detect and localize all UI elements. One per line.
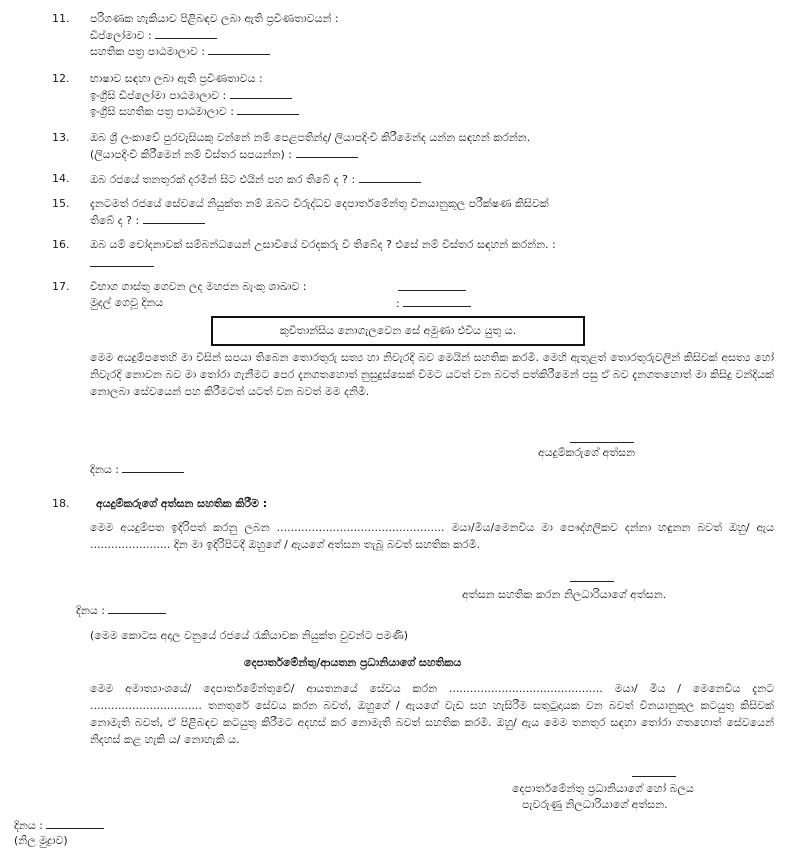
q17-branch-field[interactable] [398,280,466,295]
attesting-officer-signature-label: අත්සන සහතික කරන නිලධාරියාගේ අත්සන. [462,588,667,601]
q14-text: ඔබ රජයේ තනතුරක් දරමින් සිට එයින් පහ කර තිබේ ද ? : [90,173,356,186]
head-certificate-heading: දෙපාර්තමේන්තු/ආයතන ප්‍රධානියාගේ සහතිකය [244,656,462,669]
q18-title: අයදුම්කරුගේ අත්සන සහතික කිරීම : [96,497,268,510]
q15-text: දැනටමත් රජයේ සේවයේ නියුක්ත නම් ඔබට විරුද්ධව දෙපාර්තමේන්තු විනයානුකූල පරීක්ෂණ කිසිවක් [90,197,549,210]
q13-number: 13. [52,131,70,144]
head-signature-label-1: දෙපාර්තමේන්තු ප්‍රධානියාගේ හෝ බලය [512,782,694,795]
q11-diploma-label: ඩිප්ලෝමාව : [90,29,152,42]
official-seal-label: (නිල මුද්‍රාව) [14,834,68,847]
q16-text: ඔබ යම් චෝදනාවක් සම්බන්ධයෙන් උසාවියේ වරදකරු වී තිබේද ? එසේ නම් විස්තර සඳහන් කරන්න. : [90,238,556,251]
q11-certificate-field[interactable] [90,44,270,59]
q14-number: 14. [52,172,70,185]
declaration-date-label: දිනය : [90,463,119,476]
head-certificate-paragraph: මෙම අමාත්‍යාංශයේ/ දෙපාර්තමේන්තුවේ/ ආයතනයේ සේවය කරන ............................................ මයා/ මිය / මෙනෙවිය දැනට ................................ තනතුරේ සේවය කරන බවත්, ඔහුගේ / ඇයගේ වැඩ සහ හැසිරීම සතුටුදායක වන බවත් විනයානුකූල කටයුතු කිසිවක් නොමැති බවත්, ඒ පිළිබඳව කටයුතු කිරීමට අදහස් කර නොමැති බවත් සහතික කරමි. ඔහු/ ඇය මෙම තනතුර සඳහා තෝරා ගතහොත් සේවයෙන් නිදහස් කළ හැකි ය/ නොහැකි ය. [90,682,774,746]
head-signature-line[interactable] [632,766,676,781]
q15-number: 15. [52,197,70,210]
q17-number: 17. [52,280,70,293]
receipt-notice-text: කුවිතාන්සිය නොගැලවෙන සේ අමුණා එවිය යුතු ය. [279,324,517,337]
head-signature-label-2: පැවරුණු නිලධාරියාගේ අත්සන. [522,798,668,811]
final-date-label: දිනය : [14,819,43,832]
declaration-paragraph: මෙම අයදුම්පතෙහි මා විසින් සපයා තිබෙන තොරතුරු සත්‍ය හා නිවැරදි බව මෙයින් සහතික කරමි. මෙහි ඇතුළත් තොරතුරුවලින් කිසිවක් අසත්‍ය හෝ නිවැරදි නොවන බව මා තෝරා ගැනීමට පෙර දැනගතහොත් නුසුදුස්සෙක් වීමට යටත් වන බවත් පත්කිරීමෙන් පසු ඒ බව දැනගතහොත් මා කිසිදු වන්දියක් නොලබා සේවයෙන් පහ කිරීමටත් යටත් වන බවත් මම දනිමි. [90,351,774,398]
q12-certificate-field[interactable] [90,104,299,119]
q17-branch-label: විභාග ගාස්තු ගෙවන ලද මහජන බැංකු ශාඛාව : [90,280,307,293]
q13-details-field[interactable] [90,147,358,162]
applicant-signature-label: අයදුම්කරුගේ අත්සන [538,446,636,459]
q11-certificate-label: සහතික පත්‍ර පාඨමාලාව : [90,45,205,58]
q12-diploma-label: ඉංග්‍රීසි ඩිප්ලෝමා පාඨමාලාව : [90,89,227,102]
government-employee-note: (මෙම කොටස අදාල වනුයේ රජයේ රැකියාවක නියුක්ත වුවන්ට පමණි) [90,629,409,642]
q11-text: පරිගණක හැකියාව පිළිබඳව ලබා ඇති ප්‍රවීණතාවයන් : [90,12,339,25]
q14-field[interactable] [90,172,421,187]
q12-number: 12. [52,72,70,85]
q18-attestation-paragraph: මෙම අයදුම්පත ඉදිරිපත් කරනු ලබන ................................................ මයා/මිය/මෙනවිය මා පෞද්ගලිකව දන්නා හඳුනන බවත් ඔහු/ ඇය ....................... දින මා ඉදිරිපිටදී ඔහුගේ / ඇයගේ අත්සන තැබූ බවත් සහතික කරමි. [90,521,774,551]
q12-text: භාෂාව සඳහා ලබා ඇති ප්‍රවීණතාවය : [90,72,263,85]
q12-certificate-label: ඉංග්‍රීසි සහතික පත්‍ර පාඨමාලාව : [90,105,234,118]
q18-number: 18. [52,497,70,510]
q17-date-label: මුදල් ගෙවූ දිනය [90,296,164,309]
q18-date-field[interactable] [76,603,166,618]
q11-number: 11. [52,12,70,25]
q12-diploma-field[interactable] [90,88,292,103]
q13-details-label: (ලියාපදිංචි කිරීමෙන් නම් විස්තර සපයන්න) : [90,148,292,161]
final-date-field[interactable] [14,818,104,833]
attesting-officer-signature-line[interactable] [570,571,614,586]
applicant-signature-line[interactable] [570,432,634,447]
q18-date-label: දිනය : [76,604,105,617]
q13-text: ඔබ ශ්‍රී ලංකාවේ පුරවැසියකු වන්නේ නම් පෙළපතින්ද/ ලියාපදිංචි කිරීමෙන්ද යන්න සඳහන් කරන්න. [90,131,531,144]
q11-diploma-field[interactable] [90,28,217,43]
receipt-notice-box [211,316,585,346]
q15-field[interactable] [90,213,205,228]
q17-date-field[interactable]: : [396,296,471,311]
q15-text-line2: තිබේ ද ? : [90,214,140,227]
declaration-date-field[interactable] [90,462,184,477]
q16-number: 16. [52,238,70,251]
q16-blank[interactable] [90,256,154,271]
